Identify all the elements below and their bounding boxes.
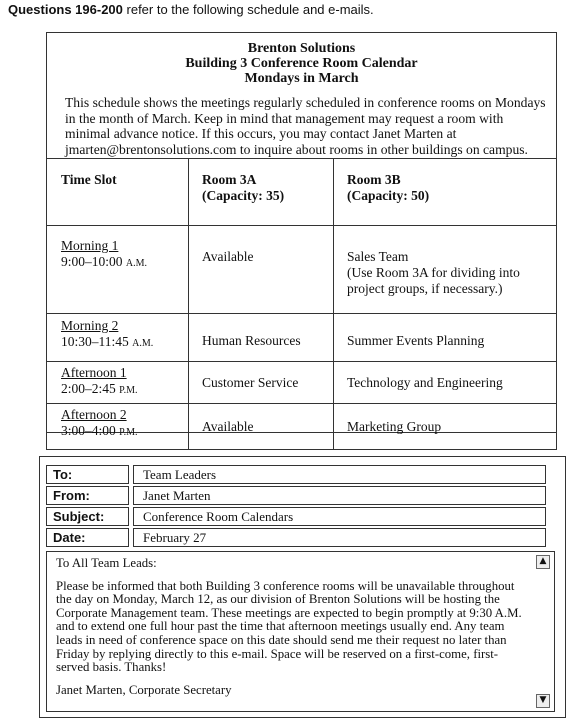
date-field: February 27 [133,528,546,547]
email-body [46,551,555,712]
table-header-row [47,159,557,226]
room-3a-cell: Customer Service [189,362,334,404]
table-row [47,226,557,314]
to-label: To: [46,465,129,484]
room-3a-cell: Human Resources [189,314,334,362]
table-row [47,404,557,450]
question-instruction: refer to the following schedule and e-mails. [126,2,374,17]
time-slot-cell: Afternoon 1 2:00–2:45 P.M. [47,362,189,404]
room-3b-cell: Summer Events Planning [334,314,557,362]
calendar-name: Building 3 Conference Room Calendar [185,56,418,71]
room-3a-cell: Available [189,226,334,314]
room-3b-cell: Technology and Engineering [334,362,557,404]
from-label: From: [46,486,129,505]
time-slot-cell: Morning 1 9:00–10:00 A.M. [47,226,189,314]
room-3b-cell: Sales Team (Use Room 3A for dividing into project groups, if necessary.) [334,226,557,314]
subject-field: Conference Room Calendars [133,507,546,526]
question-header [8,2,374,17]
email-greeting: To All Team Leads: [56,556,157,570]
scroll-down-arrow-icon[interactable]: ▼ [536,694,550,708]
question-range: Questions 196-200 [8,2,123,17]
from-field: Janet Marten [133,486,546,505]
date-label: Date: [46,528,129,547]
email-signature: Janet Marten, Corporate Secretary [56,682,232,697]
room-3a-cell: Available [189,404,334,450]
time-slot-cell: Morning 2 10:30–11:45 A.M. [47,314,189,362]
schedule-table [46,158,557,450]
schedule-box [46,32,557,438]
table-row [47,362,557,404]
schedule-intro: This schedule shows the meetings regularly scheduled in conference rooms on Mondays in the month of March. Keep in mind that management may request a room with minimal advance notice. If this occurs, you may contact Janet Marten at jmarten@brentonsolutions.com to inquire about rooms in other buildings on campus. [65,95,546,157]
room-3b-cell: Marketing Group [334,404,557,450]
calendar-period: Mondays in March [244,71,359,86]
schedule-title [47,41,556,86]
scroll-up-arrow-icon[interactable]: ▲ [536,555,550,569]
header-time-slot: Time Slot [47,159,189,226]
table-row [47,314,557,362]
header-room-3b: Room 3B (Capacity: 50) [334,159,557,226]
to-field: Team Leaders [133,465,546,484]
email-message: Please be informed that both Building 3 conference rooms will be unavailable throughout the day on Monday, March 12, as our division of Brenton Solutions will be hosting the Corporate Management team. These meetings are expected to begin promptly at 9:30 A.M. and to extend one full hour past the time that afternoon meetings usually end. Any team leads in need of conference space on this date should send me their request no later than Friday by replying directly to this e-mail. Space will be reserved on a first-come, first-served basis. Thanks! [56,578,522,675]
subject-label: Subject: [46,507,129,526]
email-window [39,456,566,718]
header-room-3a: Room 3A (Capacity: 35) [189,159,334,226]
company-name: Brenton Solutions [247,41,356,56]
time-slot-cell: Afternoon 2 3:00–4:00 P.M. [47,404,189,450]
